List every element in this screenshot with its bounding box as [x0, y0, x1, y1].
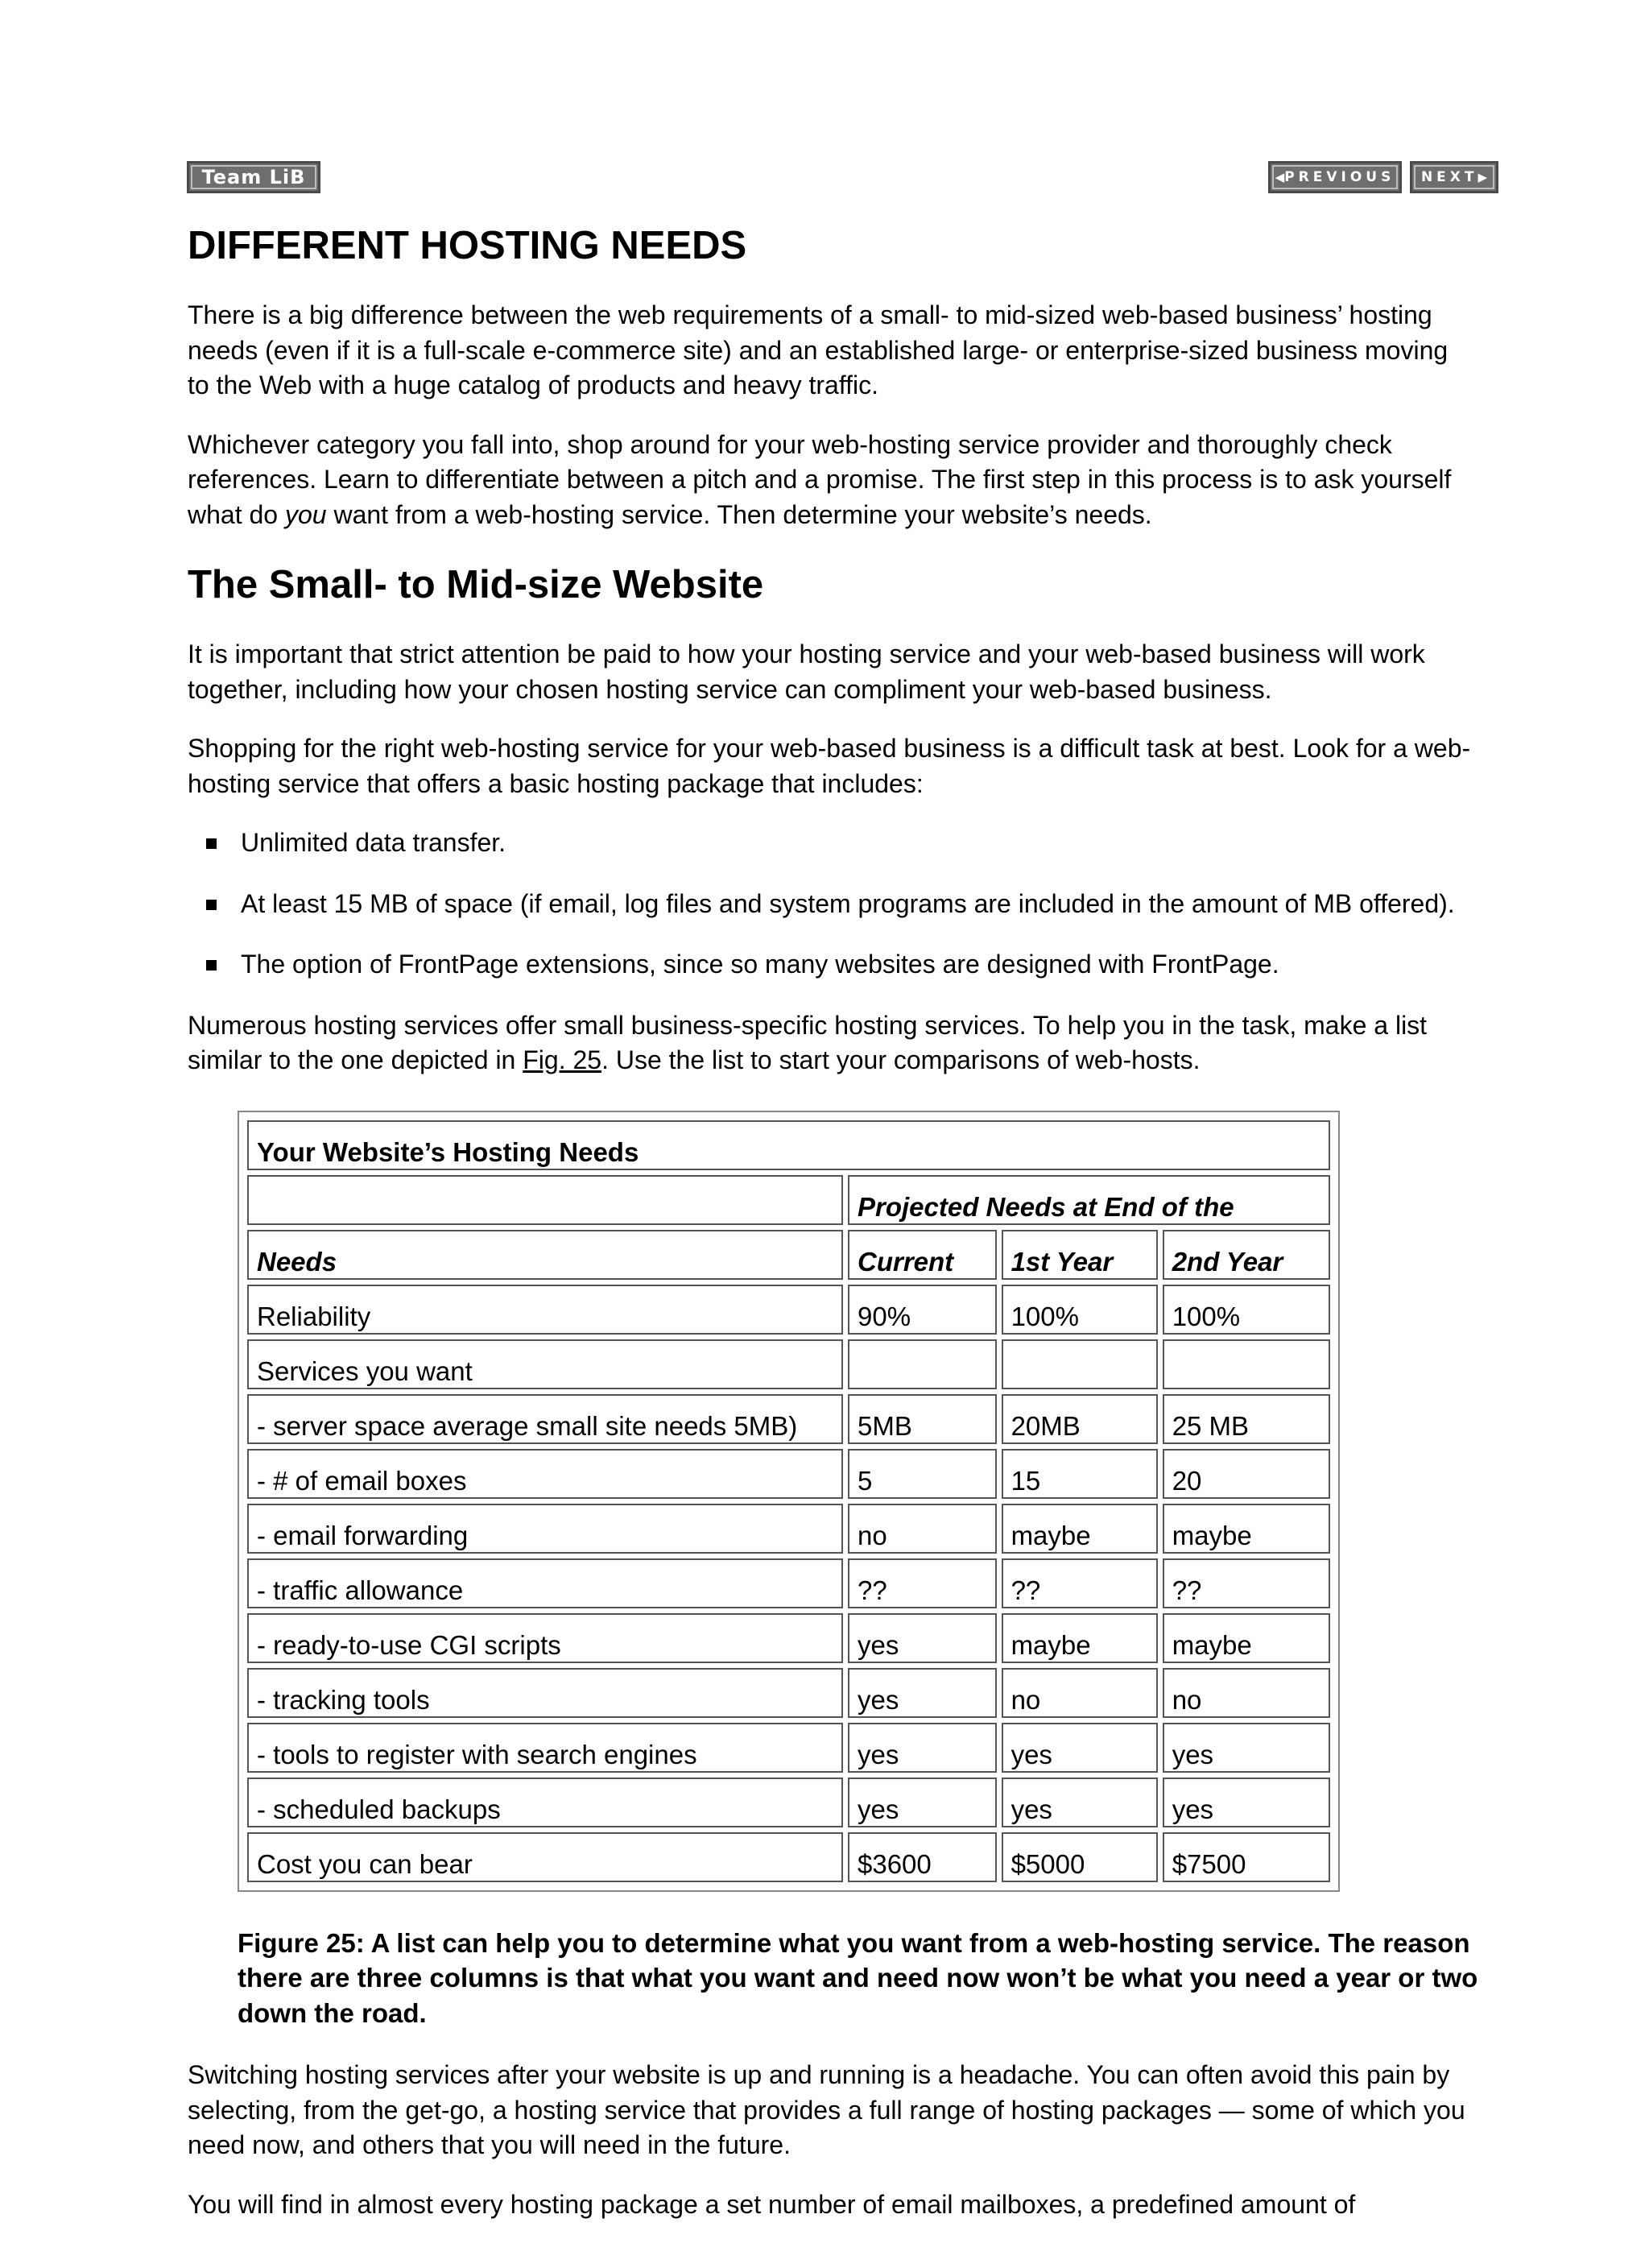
table-cell: maybe: [1163, 1504, 1330, 1554]
paragraph-switching: Switching hosting services after your website is up and running is a headache. You can often avoid this pain by selecting, from the get-go, a hosting service that provides a full range of hosting packages — some of which you need now, and others that you will need in the future.: [188, 2060, 1465, 2159]
table-cell: - # of email boxes: [247, 1449, 843, 1499]
table-cell: - ready-to-use CGI scripts: [247, 1613, 843, 1663]
text-segment: Numerous hosting services offer small business-specific hosting services. To help you in the task, make a list similar to the one depicted in: [188, 1010, 1428, 1074]
table-cell: - server space average small site needs 5MB): [247, 1394, 843, 1444]
list-item-text: Unlimited data transfer.: [241, 828, 506, 857]
table-cell: 25 MB: [1163, 1394, 1330, 1444]
table-cell: 5: [848, 1449, 997, 1499]
table-cell: $3600: [848, 1832, 997, 1882]
table-cell: ??: [848, 1558, 997, 1608]
list-item-text: At least 15 MB of space (if email, log files and system programs are included in the amount of MB offered).: [241, 888, 1455, 918]
arrow-right-icon: ▶: [1477, 170, 1488, 184]
paragraph-mailboxes: You will find in almost every hosting package a set number of email mailboxes, a predefined amount of: [188, 2189, 1356, 2219]
projected-header: Projected Needs at End of the: [848, 1175, 1330, 1225]
next-button[interactable]: [1410, 161, 1498, 193]
hosting-needs-table: [242, 1115, 1335, 1887]
table-cell: 20MB: [1002, 1394, 1158, 1444]
table-cell: yes: [1002, 1778, 1158, 1827]
header-1st-year: 1st Year: [1002, 1230, 1158, 1280]
paragraph-category: [188, 428, 1476, 533]
table-title: Your Website’s Hosting Needs: [247, 1120, 1330, 1170]
table-cell: yes: [848, 1613, 997, 1663]
header-2nd-year: 2nd Year: [1163, 1230, 1330, 1280]
table-cell: yes: [1163, 1723, 1330, 1773]
next-label: NEXT: [1420, 169, 1478, 185]
emphasis-you: you: [284, 499, 327, 529]
table-row: [247, 1449, 1330, 1499]
previous-button[interactable]: [1268, 161, 1402, 193]
table-row: [247, 1339, 1330, 1389]
table-cell: 20: [1163, 1449, 1330, 1499]
table-row: [247, 1504, 1330, 1554]
table-title-row: [247, 1120, 1330, 1170]
table-cell: - traffic allowance: [247, 1558, 843, 1608]
table-cell: yes: [848, 1778, 997, 1827]
table-cell: Services you want: [247, 1339, 843, 1389]
paragraph-numerous: [188, 1008, 1476, 1078]
table-cell: Reliability: [247, 1285, 843, 1335]
figure-caption: Figure 25: A list can help you to determine what you want from a web-hosting service. The reason there are three columns is that what you want and need now won’t be what you need a year or two down the road.: [238, 1927, 1478, 2028]
table-cell: no: [1163, 1668, 1330, 1718]
bullet-square-icon: [206, 900, 217, 910]
table-row: [247, 1832, 1330, 1882]
figure-link[interactable]: Fig. 25: [523, 1045, 602, 1074]
list-item: [188, 887, 1476, 922]
table-cell: maybe: [1002, 1613, 1158, 1663]
table-cell: - email forwarding: [247, 1504, 843, 1554]
table-cell: $5000: [1002, 1832, 1158, 1882]
table-row: [247, 1558, 1330, 1608]
table-cell: no: [1002, 1668, 1158, 1718]
table-row: [247, 1778, 1330, 1827]
table-row: [247, 1394, 1330, 1444]
header-current: Current: [848, 1230, 997, 1280]
main-content: [188, 217, 1476, 2246]
table-row: [247, 1723, 1330, 1773]
text-segment: . Use the list to start your comparisons of web-hosts.: [601, 1045, 1201, 1074]
table-cell: [848, 1339, 997, 1389]
page-title: DIFFERENT HOSTING NEEDS: [188, 224, 747, 267]
table-cell: $7500: [1163, 1832, 1330, 1882]
table-cell: [1163, 1339, 1330, 1389]
list-item-text: The option of FrontPage extensions, since so many websites are designed with FrontPage.: [241, 950, 1279, 979]
team-lib-label: Team LiB: [201, 166, 306, 188]
table-projected-row: [247, 1175, 1330, 1225]
table-cell: 15: [1002, 1449, 1158, 1499]
text-segment: want from a web-hosting service. Then determine your website’s needs.: [326, 499, 1152, 529]
table-cell: - scheduled backups: [247, 1778, 843, 1827]
list-item: [188, 947, 1476, 983]
table-cell: 100%: [1002, 1285, 1158, 1335]
table-cell: 90%: [848, 1285, 997, 1335]
table-cell: - tools to register with search engines: [247, 1723, 843, 1773]
table-cell: maybe: [1002, 1504, 1158, 1554]
table-cell: no: [848, 1504, 997, 1554]
team-lib-logo[interactable]: [187, 161, 320, 193]
previous-label: PREVIOUS: [1284, 169, 1395, 185]
hosting-needs-table-frame: [238, 1111, 1340, 1892]
table-cell: [1002, 1339, 1158, 1389]
table-cell-empty: [247, 1175, 843, 1225]
table-row: [247, 1668, 1330, 1718]
table-cell: ??: [1002, 1558, 1158, 1608]
header-needs: Needs: [247, 1230, 843, 1280]
bullet-square-icon: [206, 960, 217, 971]
table-cell: 5MB: [848, 1394, 997, 1444]
paragraph-intro: There is a big difference between the web requirements of a small- to mid-sized web-based business’ hosting needs (even if it is a full-scale e-commerce site) and an established large- or enterprise-sized business moving to the Web with a huge catalog of products and heavy traffic.: [188, 300, 1449, 399]
text-segment: Whichever category you fall into, shop around for your web-hosting service provider and thoroughly check references. Learn to differentiate between a pitch and a promise. The first step in this process is to ask yourself what do: [188, 429, 1452, 529]
paragraph-attention: It is important that strict attention be paid to how your hosting service and your web-based business will work together, including how your chosen hosting service can compliment your web-based business.: [188, 639, 1425, 704]
paragraph-shopping: Shopping for the right web-hosting service for your web-based business is a difficult task at best. Look for a web-hosting service that offers a basic hosting package that includes:: [188, 734, 1471, 798]
table-cell: 100%: [1163, 1285, 1330, 1335]
table-cell: ??: [1163, 1558, 1330, 1608]
table-row: [247, 1613, 1330, 1663]
arrow-left-icon: ◀: [1275, 170, 1285, 184]
table-cell: yes: [848, 1668, 997, 1718]
list-item: [188, 826, 1476, 861]
section-heading: The Small- to Mid-size Website: [188, 563, 764, 606]
bullet-list: [188, 826, 1476, 983]
table-cell: yes: [848, 1723, 997, 1773]
table-cell: Cost you can bear: [247, 1832, 843, 1882]
table-cell: - tracking tools: [247, 1668, 843, 1718]
table-cell: yes: [1163, 1778, 1330, 1827]
bullet-square-icon: [206, 838, 217, 849]
table-row: [247, 1285, 1330, 1335]
table-cell: maybe: [1163, 1613, 1330, 1663]
table-cell: yes: [1002, 1723, 1158, 1773]
table-header-row: [247, 1230, 1330, 1280]
